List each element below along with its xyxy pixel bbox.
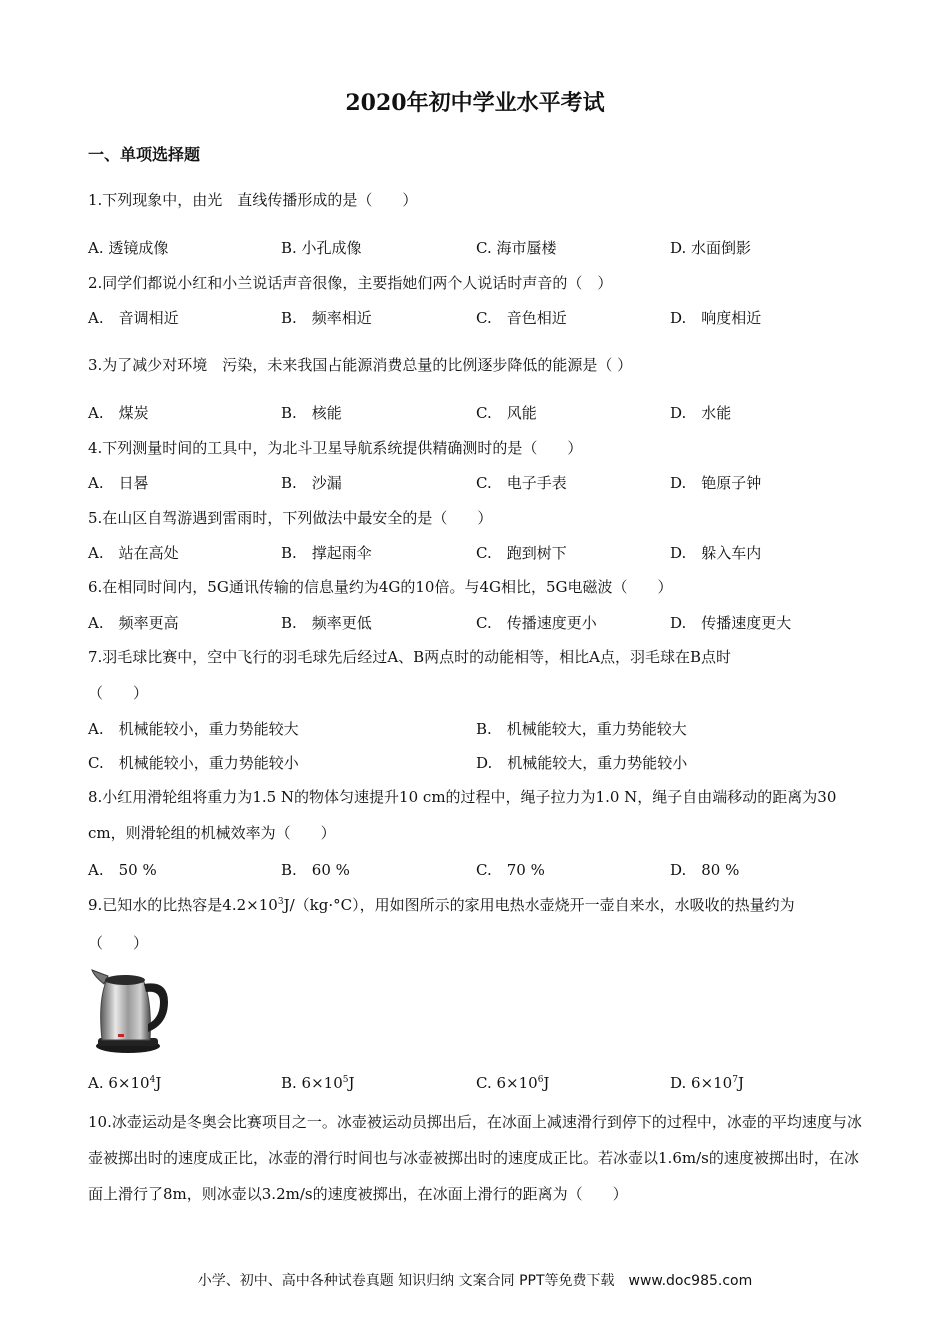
q5-option-b: B. 撑起雨伞 <box>281 544 372 562</box>
q1-option-a: A. 透镜成像 <box>88 239 169 257</box>
q2-option-c: C. 音色相近 <box>476 309 567 327</box>
q1-option-c: C. 海市蜃楼 <box>476 239 557 257</box>
question-4: 4.下列测量时间的工具中，为北斗卫星导航系统提供精确测时的是（ ） <box>88 439 583 457</box>
question-10: 10.冰壶运动是冬奥会比赛项目之一。冰壶被运动员掷出后，在冰面上减速滑行到停下的过程中，冰壶的平均速度与冰壶被掷出时的速度成正比，冰壶的滑行时间也与冰壶被掷出时的速度成正比。若冰壶以1.6m/s的速度被掷出时，在冰面上滑行了8m，则冰壶以3.2m/s的速度被掷出，在冰面上滑行的距离为（ ） <box>88 1113 862 1203</box>
q6-option-d: D. 传播速度更大 <box>670 614 792 632</box>
question-7-bracket: （ ） <box>88 684 149 702</box>
q7-option-d: D. 机械能较大，重力势能较小 <box>476 754 688 772</box>
question-2: 2.同学们都说小红和小兰说话声音很像，主要指她们两个人说话时声音的（ ） <box>88 274 613 292</box>
footer-text: 小学、初中、高中各种试卷真题 知识归纳 文案合同 PPT等免费下载 www.doc985.com <box>197 1273 753 1289</box>
q5-option-a: A. 站在高处 <box>88 544 179 562</box>
question-3: 3.为了减少对环境 污染，未来我国占能源消费总量的比例逐步降低的能源是（ ） <box>88 356 633 374</box>
q3-option-b: B. 核能 <box>281 404 342 422</box>
electric-kettle-image <box>88 962 176 1058</box>
question-6: 6.在相同时间内，5G通讯传输的信息量约为4G的10倍。与4G相比，5G电磁波（ ） <box>88 578 673 596</box>
q9-option-d: D. $6\times 10^7J$ <box>670 1074 744 1092</box>
q4-option-b: B. 沙漏 <box>281 474 342 492</box>
q8-option-a: A. 50 % <box>88 861 157 879</box>
question-1: 1.下列现象中，由光 直线传播形成的是（ ） <box>88 191 418 209</box>
page-title: 2020年初中学业水平考试 <box>345 90 605 116</box>
q4-option-a: A. 日晷 <box>88 474 149 492</box>
q5-option-c: C. 跑到树下 <box>476 544 567 562</box>
q2-option-a: A. 音调相近 <box>88 309 179 327</box>
q6-option-b: B. 频率更低 <box>281 614 372 632</box>
q9-option-c: C. $6\times 10^6J$ <box>476 1074 550 1092</box>
q6-option-a: A. 频率更高 <box>88 614 179 632</box>
q7-option-b: B. 机械能较大，重力势能较大 <box>476 720 687 738</box>
q9-option-a: A. $6\times 10^4J$ <box>88 1074 162 1092</box>
q4-option-d: D. 铯原子钟 <box>670 474 762 492</box>
q5-option-d: D. 躲入车内 <box>670 544 762 562</box>
question-9: 9.已知水的比热容是$4.2\times 10^3J/(kg\cdot^\circ C)$，用如图所示的家用电热水壶烧开一壶自来水，水吸收的热量约为 <box>88 896 795 914</box>
q3-option-a: A. 煤炭 <box>88 404 149 422</box>
question-8: 8.小红用滑轮组将重力为1.5 N的物体匀速提升10 cm的过程中，绳子拉力为1.0 N，绳子自由端移动的距离为30 cm，则滑轮组的机械效率为（ ） <box>88 788 837 842</box>
question-7: 7.羽毛球比赛中，空中飞行的羽毛球先后经过A、B两点时的动能相等，相比A点，羽毛球在B点时 <box>88 648 732 666</box>
q2-option-b: B. 频率相近 <box>281 309 372 327</box>
q9-option-b: B. $6\times 10^5J$ <box>281 1074 355 1092</box>
q3-option-d: D. 水能 <box>670 404 732 422</box>
section-heading: 一、单项选择题 <box>88 145 201 164</box>
q7-option-c: C. 机械能较小，重力势能较小 <box>88 754 299 772</box>
q8-option-d: D. 80 % <box>670 861 740 879</box>
q8-option-c: C. 70 % <box>476 861 545 879</box>
q7-option-a: A. 机械能较小，重力势能较大 <box>88 720 299 738</box>
q3-option-c: C. 风能 <box>476 404 537 422</box>
q1-option-d: D. 水面倒影 <box>670 239 752 257</box>
q8-option-b: B. 60 % <box>281 861 350 879</box>
q1-option-b: B. 小孔成像 <box>281 239 362 257</box>
question-5: 5.在山区自驾游遇到雷雨时，下列做法中最安全的是（ ） <box>88 509 493 527</box>
q4-option-c: C. 电子手表 <box>476 474 567 492</box>
question-9-bracket: （ ） <box>88 934 149 952</box>
q2-option-d: D. 响度相近 <box>670 309 762 327</box>
q6-option-c: C. 传播速度更小 <box>476 614 597 632</box>
